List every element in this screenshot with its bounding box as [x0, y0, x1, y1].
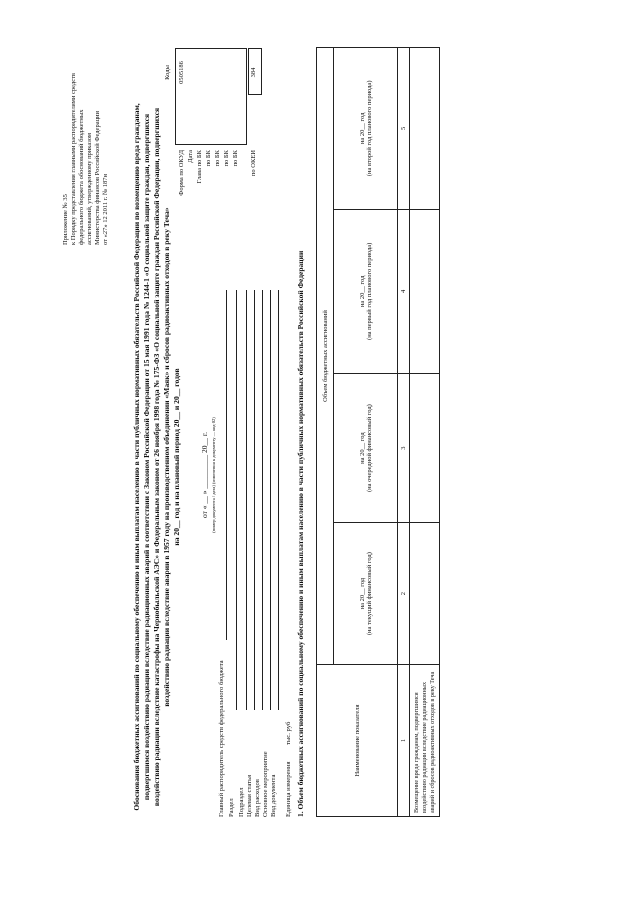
title-line: на 20__ год и на плановый период 20__ и 20__ годов	[172, 368, 181, 546]
column-number: 2	[398, 523, 410, 665]
column-number: 5	[398, 48, 410, 210]
codes-box	[175, 48, 247, 145]
column-number: 1	[398, 665, 410, 817]
document-title	[132, 97, 182, 817]
table-cell[interactable]	[410, 373, 440, 522]
table-caption: Объем бюджетных ассигнований	[317, 48, 334, 665]
field-label: Основное мероприятие	[262, 751, 269, 817]
field-line	[236, 290, 237, 710]
code-label: Форма по ОКУД	[178, 150, 185, 196]
column-header	[334, 209, 398, 373]
field-line	[270, 290, 271, 710]
field-label: Раздел	[228, 798, 235, 817]
column-period: (на очередной финансовый год)	[365, 404, 373, 493]
column-year: на 20__ год	[358, 577, 366, 610]
table-cell[interactable]	[410, 48, 440, 210]
column-number: 3	[398, 373, 410, 522]
table-cell[interactable]	[410, 523, 440, 665]
field-line	[262, 290, 263, 710]
code-label: Глава по БК	[196, 150, 203, 184]
column-header	[334, 373, 398, 522]
field-line	[226, 290, 227, 640]
field-line	[254, 290, 255, 710]
code-label: по БК	[205, 150, 212, 167]
column-year: на 20__ год	[358, 112, 366, 145]
unit-value: тыс. руб	[285, 721, 292, 745]
code-label: Дата	[187, 150, 194, 163]
column-header	[334, 48, 398, 210]
name-header: Наименование показателя	[317, 665, 398, 817]
column-period: (на первый год планового периода)	[365, 242, 373, 340]
column-year: на 20__ год	[358, 275, 366, 308]
field-line	[246, 290, 247, 710]
code-label: по БК	[232, 150, 239, 167]
appendix-note	[62, 40, 110, 245]
code-label: по ОКЕИ	[250, 150, 257, 177]
column-year: на 20__ год	[358, 432, 366, 464]
title-line: подвергшимся воздействию радиации вследствие радиационных аварий в соответствии с Законом Российской Федерации от 15 мая 1991 года № 1244-1 «О социальной защите граждан, подвергшихся	[142, 113, 151, 801]
field-label: Главный распорядитель средств федерального бюджета	[218, 660, 225, 817]
field-label: Вид документа	[270, 774, 277, 817]
appendix-line: Министерства финансов Российской Федерации	[94, 110, 101, 245]
appendix-line: Приложение № 35	[62, 194, 69, 245]
section-title: 1. Объем бюджетных ассигнований по социальному обеспечению и иным выплатам населению в части публичных нормативных обязательств Российской Федерации	[296, 250, 305, 817]
appendix-line: к Порядку представления главными распорядителями средств	[70, 72, 77, 245]
table-cell[interactable]	[410, 209, 440, 373]
code-label: по БК	[214, 150, 221, 167]
field-label: Вид расходов	[254, 779, 261, 817]
unit-label: Единица измерения	[285, 761, 292, 817]
field-line	[278, 290, 279, 710]
document-date: от « __ » _________ 20__ г.	[200, 431, 209, 519]
appendix-line: от «27» 12 2011 г. № 187н	[102, 173, 109, 245]
appendix-line: федерального бюджета обоснований бюджетных	[78, 109, 85, 245]
field-label: Подраздел	[238, 787, 245, 817]
date-hint: (номер документа / дата) (изменения к документу — код 02)	[211, 417, 216, 533]
code-value: 0505186	[178, 61, 185, 84]
codes-header: Коды	[164, 65, 171, 80]
column-number: 4	[398, 209, 410, 373]
column-period: (на второй год планового периода)	[365, 80, 373, 177]
budget-table	[316, 47, 440, 817]
row-label: Возмещение вреда гражданам, подвергшимся воздействию радиации вследствие радиационных аварий и сбросов радиоактивных отходов в реку Теча	[410, 665, 440, 817]
title-line: воздействию радиации вследствие аварии в 1957 году на производственном объединении «Маяк» и сбросов радиоактивных отходов в реку Теча»	[162, 207, 171, 707]
column-header	[334, 523, 398, 665]
appendix-line: ассигнований, утвержденному приказом	[86, 132, 93, 245]
code-label: по БК	[223, 150, 230, 167]
field-label: Целевая статья	[246, 774, 253, 817]
column-period: (на текущий финансовый год)	[365, 552, 373, 636]
code-value: 384	[250, 67, 257, 78]
title-line: воздействию радиации вследствие катастрофы на Чернобыльской АЭС» и Федеральным законом от 26 ноября 1998 года № 175-ФЗ «О социальной защите граждан Российской Федерации, подвергшихся	[152, 107, 161, 807]
title-line: Обоснования бюджетных ассигнований по социальному обеспечению и иным выплатам населению в части публичных нормативных обязательств Российской Федерации по возмещению вреда гражданам,	[132, 103, 141, 811]
